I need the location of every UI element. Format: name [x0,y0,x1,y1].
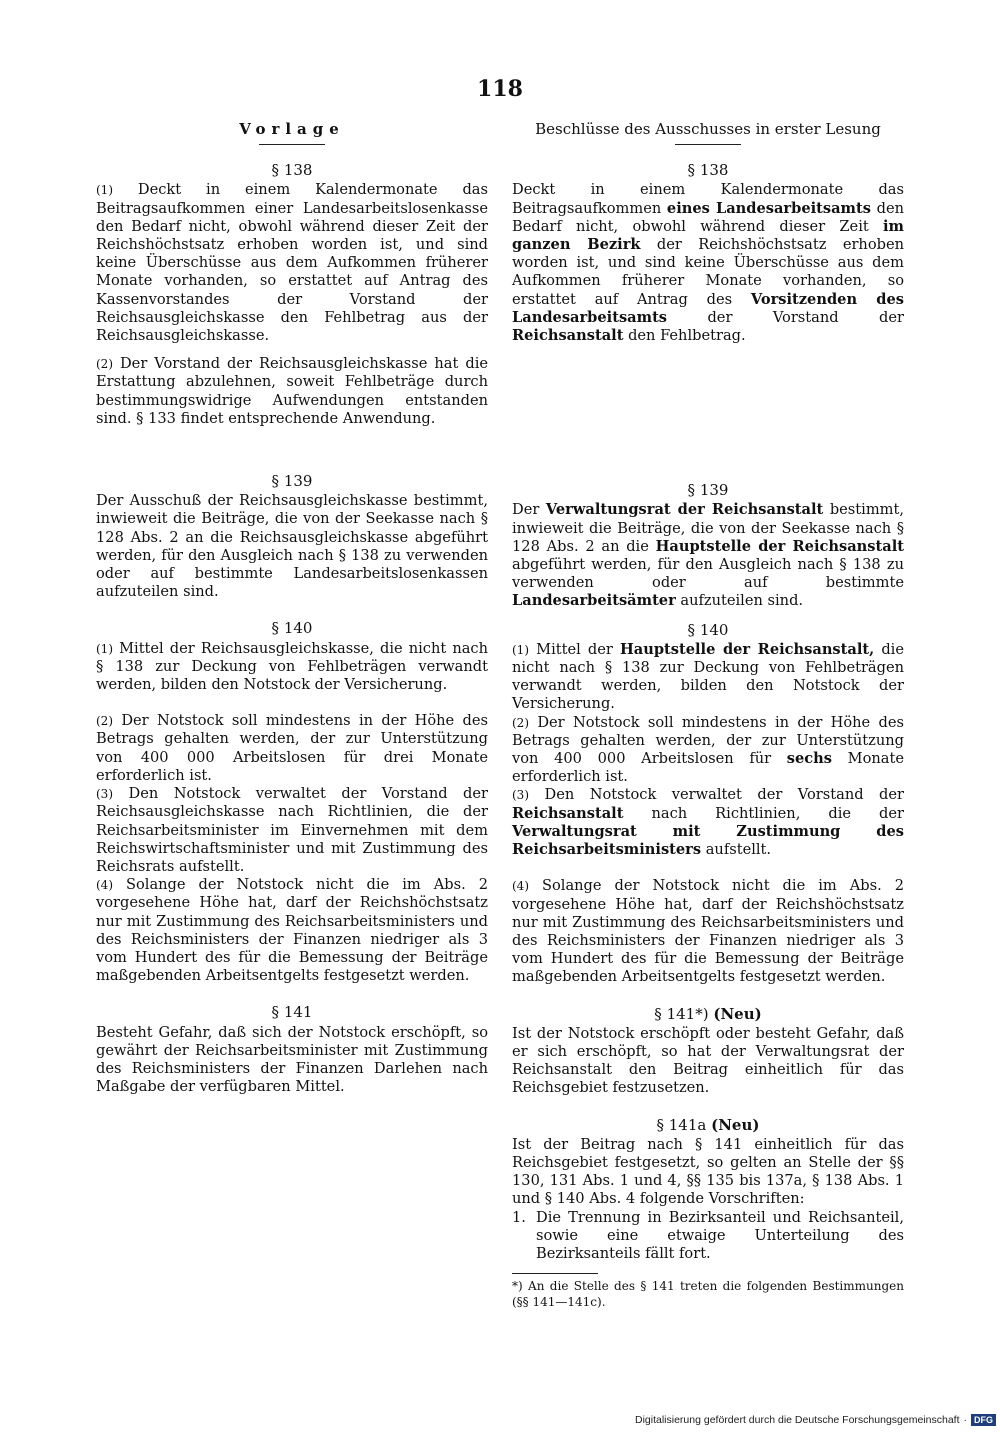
paragraph-140-3 [96,785,488,876]
page-number: 118 [477,76,523,102]
paragraph-140-2 [512,714,904,787]
section-title-141 [512,1005,904,1023]
text-run: den Fehlbetrag. [623,327,746,345]
text-run: Den Notstock verwaltet der Vorstand der [544,786,905,804]
emphasis-run: Verwaltungsrat der Reichsanstalt [545,501,824,519]
paragraph-text: Der Notstock soll mindestens in der Höhe des Betrags gehalten werden, der zur Unterstützung von 400 000 Arbeitslosen für drei Monate erforderlich ist. [96,712,488,784]
text-run: abgeführt werden, für den Ausgleich nach § 138 zu verwenden oder auf bestimmte [512,556,904,592]
dfg-logo: DFG [971,1414,996,1426]
section-title-138: § 138 [271,161,313,180]
emphasis-run: Reichsanstalt [512,327,624,345]
list-item [512,1209,904,1264]
paragraph-text: Den Notstock verwaltet der Vorstand der Reichsausgleichskasse nach Richtlinien, die der Reichsarbeitsminister im Einvernehmen mit dem Reichswirtschaftsminister und mit Zustimmung des Reichsrats aufstellt. [96,785,489,875]
section-title-139: § 139 [271,472,313,491]
separator-dot: · [963,1414,967,1426]
section-number: § 141a [656,1115,707,1134]
text-run: Der [512,501,546,519]
paragraph-138-2 [96,355,488,428]
emphasis-run: Hauptstelle der Reichsanstalt [655,537,904,555]
heading-rule [675,144,741,145]
text-run: die nicht nach § 138 zur Deckung von Fehlbeträgen verwandt werden, bilden den Notstock der Versicherung. [512,640,904,713]
paragraph-text: Solange der Notstock nicht die im Abs. 2 vorgesehene Höhe hat, darf der Reichshöchstsatz nur mit Zustimmung des Reichsarbeitsministers und des Reichsministers der Finanzen niedriger als 3 vom Hundert des für die Bemessung der Beiträge maßgebenden Arbeitsentgelts festgesetzt werden. [512,877,904,986]
column-heading-beschluesse: Beschlüsse des Ausschusses in erster Lesung [535,120,881,138]
paragraph-number: (1) [96,641,113,656]
section-title-140: § 140 [687,620,729,639]
paragraph-number: (3) [96,787,113,802]
text-run: bestimmt, inwieweit die Beiträge, die von der Seekasse nach § 128 Abs. 2 an die [512,501,904,555]
column-vorlage [96,120,488,1096]
emphasis-run: Verwaltungsrat mit Zustimmung des Reichsarbeitsministers [512,822,904,859]
footnote: *) An die Stelle des § 141 treten die folgenden Bestimmungen (§§ 141—141c). [512,1279,904,1310]
text-run: der Vorstand der [667,308,904,326]
paragraph-140-1 [96,640,488,695]
emphasis-run: Vorsitzenden des Landesarbeitsamts [512,290,904,326]
paragraph-138-1 [96,181,488,345]
emphasis-run: Reichsanstalt [512,804,624,822]
new-marker: (Neu) [711,1115,760,1134]
emphasis-run: im ganzen Bezirk [512,217,904,254]
section-title-139: § 139 [687,481,729,500]
paragraph-text: Mittel der Reichsausgleichskasse, die nicht nach § 138 zur Deckung von Fehlbeträgen verwandt werden, bilden den Notstock der Versicherung. [96,639,488,694]
paragraph-text: Der Vorstand der Reichsausgleichskasse hat die Erstattung abzulehnen, soweit Fehlbeträge durch bestimmungswidrige Aufwendungen entstanden sind. § 133 findet entsprechende Anwendung. [96,355,488,427]
text-run: Deckt in einem Kalendermonate das Beitragsaufkommen [512,181,904,217]
paragraph-number: (1) [512,642,529,657]
paragraph-140-2 [96,712,488,785]
section-title-138: § 138 [687,161,729,180]
section-title-141: § 141 [271,1003,313,1022]
paragraph-number: (1) [96,183,113,198]
text-run: den Bedarf nicht, obwohl während dieser Zeit [512,199,904,235]
section-number: § 141*) [654,1004,709,1023]
paragraph-number: (4) [512,879,529,894]
paragraph-138 [512,181,904,345]
paragraph-139 [512,501,904,610]
list-number: 1. [512,1208,526,1226]
heading-rule [259,144,325,145]
paragraph-141: Besteht Gefahr, daß sich der Notstock erschöpft, so gewährt der Reichsarbeitsminister mit Zustimmung des Reichsministers der Finanzen Darlehen nach Maßgabe der verfügbaren Mittel. [96,1023,488,1096]
digitization-credit-bar [635,1414,996,1426]
new-marker: (Neu) [713,1004,762,1023]
text-run: aufstellt. [701,841,772,859]
text-run: Monate erforderlich ist. [512,750,904,786]
text-run: der Reichshöchstsatz erhoben worden ist, und sind keine Überschüsse aus dem Aufkommen früherer Monate vorhanden, so erstattet auf Antrag des [512,236,904,308]
paragraph-141: Ist der Notstock erschöpft oder besteht Gefahr, daß er sich erschöpft, so hat der Verwaltungsrat der Reichsanstalt den Beitrag einheitlich für das Reichsgebiet festzusetzen. [512,1024,904,1097]
digitization-credit: Digitalisierung gefördert durch die Deutsche Forschungsgemeinschaft [634,1414,960,1426]
paragraph-number: (2) [96,714,113,729]
paragraph-140-3 [512,786,904,859]
paragraph-number: (2) [96,357,113,372]
paragraph-140-4 [512,877,904,986]
paragraph-number: (4) [96,878,113,893]
emphasis-run: Hauptstelle der Reichsanstalt, [619,640,875,658]
paragraph-text: Solange der Notstock nicht die im Abs. 2 vorgesehene Höhe hat, darf der Reichshöchstsatz nur mit Zustimmung des Reichsarbeitsministers und des Reichsministers der Finanzen niedriger als 3 vom Hundert des für die Bemessung der Beiträge maßgebenden Arbeitsentgelts festgesetzt werden. [96,876,488,985]
text-run: Der Notstock soll mindestens in der Höhe des Betrags gehalten werden, der zur Unterstützung von 400 000 Arbeitslosen für [512,713,904,768]
emphasis-run: sechs [786,750,832,768]
paragraph-140-4 [96,876,488,985]
paragraph-140-1 [512,641,904,714]
section-title-140: § 140 [271,619,313,638]
paragraph-number: (2) [512,715,529,730]
paragraph-text: Deckt in einem Kalendermonate das Beitragsaufkommen einer Landesarbeitslosenkasse den Bedarf nicht, obwohl während dieser Zeit der Reichshöchstsatz erhoben worden ist, und sind keine Überschüsse aus dem Aufkommen früherer Monate vorhanden, so erstattet auf Antrag des Kassenvorstandes der Vorstand der Reichsausgleichskasse den Fehlbetrag aus der Reichsausgleichskasse. [96,181,488,345]
column-beschluesse [512,120,904,1310]
text-run: Mittel der [536,640,620,658]
footnote-rule [512,1273,598,1274]
section-title-141a [512,1116,904,1134]
paragraph-141a: Ist der Beitrag nach § 141 einheitlich für das Reichsgebiet festgesetzt, so gelten an Stelle der §§ 130, 131 Abs. 1 und 4, §§ 135 bis 137a, § 138 Abs. 1 und § 140 Abs. 4 folgende Vorschriften: [512,1135,904,1208]
emphasis-run: Landesarbeitsämter [512,592,676,610]
text-run: aufzuteilen sind. [675,592,804,610]
emphasis-run: eines Landesarbeitsamts [666,199,871,217]
paragraph-139: Der Ausschuß der Reichsausgleichskasse bestimmt, inwieweit die Beiträge, die von der Seekasse nach § 128 Abs. 2 an die Reichsausgleichskasse abgeführt werden, für den Ausgleich nach § 138 zu verwenden oder auf bestimmte Landesarbeitslosenkassen aufzuteilen sind. [96,492,488,601]
paragraph-number: (3) [512,788,529,803]
column-heading-vorlage: Vorlage [239,120,345,138]
list-text: Die Trennung in Bezirksanteil und Reichsanteil, sowie eine etwaige Unterteilung des Bezirksanteils fällt fort. [536,1208,904,1262]
text-run: nach Richtlinien, die der [623,804,904,822]
